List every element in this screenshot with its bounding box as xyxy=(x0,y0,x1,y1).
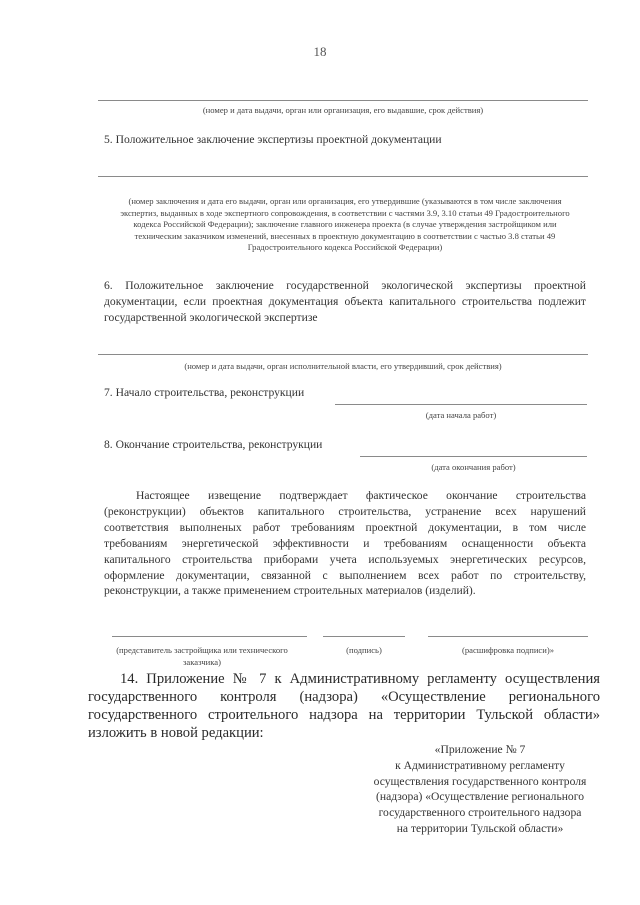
appendix-header-line: государственного строительного надзора xyxy=(378,806,582,820)
blank-line-expertise xyxy=(98,176,588,177)
blank-line-end-date xyxy=(360,456,587,457)
item-6-heading: 6. Положительное заключение государственной экологической экспертизы проектной документации, если проектная документация объекта капитального строительства подлежит государственной экологической экспертизе xyxy=(104,279,586,324)
caption-issuer: (номер и дата выдачи, орган или организация, его выдавшие, срок действия) xyxy=(202,105,484,115)
caption-eco: (номер и дата выдачи, орган исполнительной власти, его утвердивший, срок действия) xyxy=(184,361,502,371)
caption-decode: (расшифровка подписи)» xyxy=(461,645,555,655)
caption-start-date: (дата начала работ) xyxy=(425,410,497,420)
caption-expertise: (номер заключения и дата его выдачи, орган или организация, его утвердившие (указываются в том числе заключения экспертиз, выданных в ходе экспертного сопровождения, в соответствии с частями 3.9, 3.10 статьи 49 Градостроительного кодекса Российской Федерации); заключение главного инженера проекта (в случае утверждения застройщиком или техническим заказчиком изменений, внесенных в проектную документацию в соответствии с частью 3.8 статьи 49 Градостроительного кодекса Российской Федерации) xyxy=(120,196,570,253)
signature-line-decode xyxy=(428,636,588,637)
appendix-header-line: «Приложение № 7 xyxy=(434,743,526,756)
page-number: 18 xyxy=(313,44,327,59)
blank-line-issuer xyxy=(98,100,588,101)
caption-representative: (представитель застройщика или технического заказчика) xyxy=(116,645,288,667)
appendix-header-line: на территории Тульской области» xyxy=(396,821,564,835)
appendix-header-line: осуществления государственного контроля xyxy=(373,774,587,788)
item-5-heading: 5. Положительное заключение экспертизы проектной документации xyxy=(104,133,442,146)
blank-line-eco xyxy=(98,354,588,355)
appendix-header-line: (надзора) «Осуществление регионального xyxy=(376,790,584,804)
notice-paragraph: Настоящее извещение подтверждает фактическое окончание строительства (реконструкции) объектов капитального строительства, устранение всех нарушений соответствия выполненых работ требованиям проектной документации, в том числе требованиям энергетической эффективности и требованиям оснащенности объекта капитального строительства приборами учета используемых энергетических ресурсов, оформление документации, связанной с выполнением всех работ по строительству, реконструкции, а также применением строительных материалов (изделий). xyxy=(104,489,586,598)
item-8-heading: 8. Окончание строительства, реконструкции xyxy=(104,438,323,451)
appendix-header-line: к Административному регламенту xyxy=(395,758,565,772)
item-7-heading: 7. Начало строительства, реконструкции xyxy=(104,386,305,399)
blank-line-start-date xyxy=(335,404,587,405)
signature-line-sign xyxy=(323,636,405,637)
signature-line-representative xyxy=(112,636,307,637)
appendix-header xyxy=(350,742,610,837)
caption-end-date: (дата окончания работ) xyxy=(431,462,516,472)
amendment-paragraph: 14. Приложение № 7 к Административному регламенту осуществления государственного контроля (надзора) «Осуществление регионального государственного строительного надзора на территории Тульской области» изложить в новой редакции: xyxy=(88,671,600,741)
caption-signature: (подпись) xyxy=(346,645,382,655)
